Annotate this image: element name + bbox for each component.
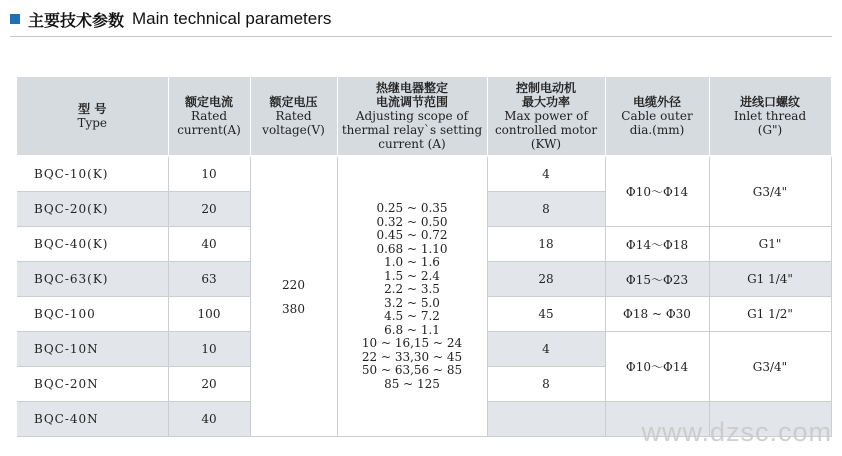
- current-cell: 100: [168, 297, 250, 332]
- power-cell: 18: [487, 227, 605, 262]
- table-row: [17, 156, 831, 192]
- type-cell: BQC-20N: [17, 367, 168, 402]
- heading-divider: [10, 36, 832, 37]
- current-cell: 20: [168, 367, 250, 402]
- heading-zh: 主要技术参数: [28, 10, 125, 30]
- type-cell: BQC-40(K): [17, 227, 168, 262]
- current-cell: 63: [168, 262, 250, 297]
- heading-en: Main technical parameters: [132, 9, 332, 28]
- thread-cell: G3/4": [709, 332, 831, 402]
- type-cell: BQC-40N: [17, 402, 168, 437]
- type-cell: BQC-100: [17, 297, 168, 332]
- power-cell: 28: [487, 262, 605, 297]
- power-cell: 4: [487, 156, 605, 192]
- watermark: www.dzsc.com: [641, 417, 832, 447]
- type-cell: BQC-63(K): [17, 262, 168, 297]
- bullet-square-icon: [10, 14, 20, 24]
- col-header-cable: 电缆外径 Cable outer dia.(mm): [605, 77, 709, 156]
- col-header-type: 型 号 Type: [17, 77, 168, 156]
- cable-cell: Φ14～Φ18: [605, 227, 709, 262]
- power-cell: 4: [487, 332, 605, 367]
- current-cell: 40: [168, 402, 250, 437]
- type-cell: BQC-10(K): [17, 156, 168, 192]
- power-cell: 8: [487, 367, 605, 402]
- cable-cell: Φ18 ~ Φ30: [605, 297, 709, 332]
- adjusting-cell: 0.25 ~ 0.35 0.32 ~ 0.50 0.45 ~ 0.72 0.68 ~ 1.10 1.0 ~ 1.6 1.5 ~ 2.4 2.2 ~ 3.5 3.2 ~ 5.0 4.5 ~ 7.2 6.8 ~ 1.1 10 ~ 16,15 ~ 24 22 ~ 33,30 ~ 45 50 ~ 63,56 ~ 85 85 ~ 125: [337, 156, 487, 437]
- power-cell: 8: [487, 192, 605, 227]
- cable-cell: Φ15～Φ23: [605, 262, 709, 297]
- cable-cell: Φ10～Φ14: [605, 156, 709, 227]
- thread-cell: G1": [709, 227, 831, 262]
- col-header-power: 控制电动机 最大功率 Max power of controlled motor (KW): [487, 77, 605, 156]
- col-header-current: 额定电流 Rated current(A): [168, 77, 250, 156]
- current-cell: 20: [168, 192, 250, 227]
- thread-cell: G1 1/2": [709, 297, 831, 332]
- voltage-cell: 220 380: [250, 156, 337, 437]
- col-header-thread: 进线口螺纹 Inlet thread (G"): [709, 77, 831, 156]
- thread-cell: G3/4": [709, 156, 831, 227]
- thread-cell: G1 1/4": [709, 262, 831, 297]
- type-cell: BQC-20(K): [17, 192, 168, 227]
- type-cell: BQC-10N: [17, 332, 168, 367]
- section-heading: [10, 8, 331, 30]
- col-header-adjusting: 热继电器整定 电流调节范围 Adjusting scope of thermal relay`s setting current (A): [337, 77, 487, 156]
- current-cell: 40: [168, 227, 250, 262]
- cable-cell: Φ10～Φ14: [605, 332, 709, 402]
- current-cell: 10: [168, 156, 250, 192]
- table-header-row: [17, 77, 831, 156]
- parameters-table: [17, 77, 832, 437]
- col-header-voltage: 额定电压 Rated voltage(V): [250, 77, 337, 156]
- power-cell: 45: [487, 297, 605, 332]
- power-cell: [487, 402, 605, 437]
- current-cell: 10: [168, 332, 250, 367]
